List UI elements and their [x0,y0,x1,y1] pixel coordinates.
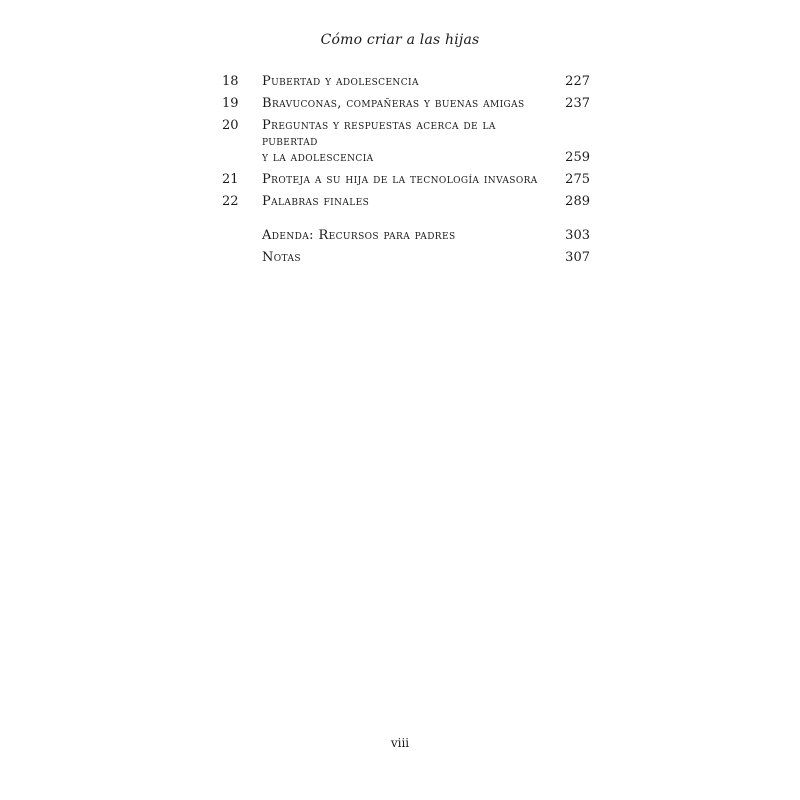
running-head: Cómo criar a las hijas [320,32,480,48]
page-number: 307 [565,250,590,265]
toc-entry-22[interactable] [222,194,590,210]
chapter-number: 21 [222,172,239,187]
toc-entry-21[interactable] [222,172,590,188]
chapter-number: 22 [222,194,239,209]
chapter-title-line: Pubertad y adolescencia [262,74,419,89]
toc-entry-18[interactable] [222,74,590,90]
page-number: 303 [565,228,590,243]
chapter-title-line: Adenda: Recursos para padres [262,228,456,243]
toc-entry-notas[interactable] [222,250,590,266]
page-folio: viii [390,736,410,750]
chapter-title-line: Proteja a su hija de la tecnología invasora [262,172,538,187]
toc-entry-19[interactable] [222,96,590,112]
page-number: 237 [565,96,590,111]
chapter-title-line: Preguntas y respuestas acerca de la pubertad [262,118,496,149]
page-number: 227 [565,74,590,89]
toc-entry-20[interactable] [222,118,590,166]
chapter-title [262,96,560,112]
chapter-title-line: y la adolescencia [262,150,374,165]
page-number: 289 [565,194,590,209]
chapter-title [262,194,560,210]
chapter-number: 19 [222,96,239,111]
chapter-title [262,118,560,166]
chapter-title-line: Bravuconas, compañeras y buenas amigas [262,96,525,111]
chapter-title [262,74,560,90]
chapter-number: 20 [222,118,239,133]
chapter-title-line: Notas [262,250,301,265]
chapter-title [262,172,560,188]
table-of-contents [222,74,590,272]
page-number: 275 [565,172,590,187]
chapter-title [262,250,560,266]
page-number: 259 [565,150,590,165]
chapter-title [262,228,560,244]
chapter-number: 18 [222,74,239,89]
toc-entry-adenda[interactable] [222,228,590,244]
chapter-title-line: Palabras finales [262,194,370,209]
